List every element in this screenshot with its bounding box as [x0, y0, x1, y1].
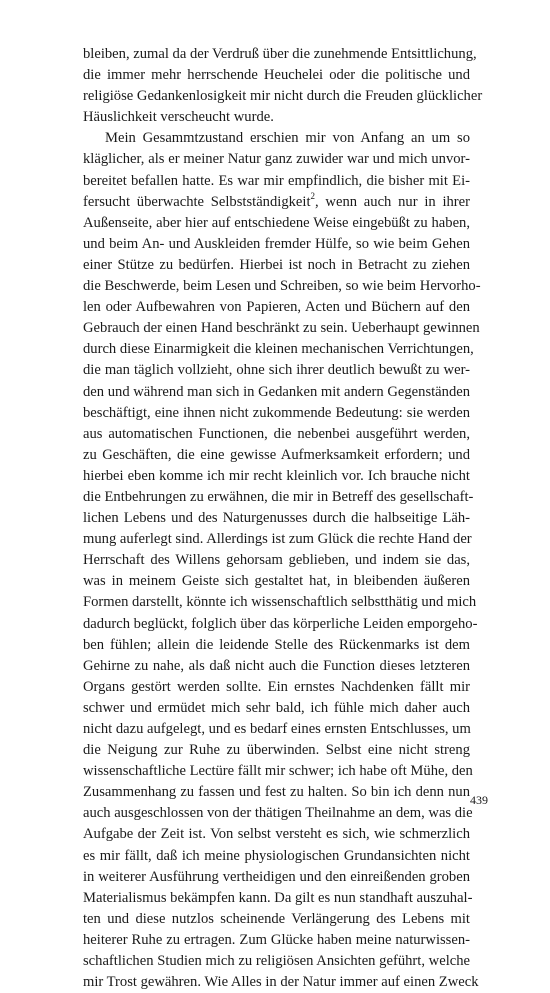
text-line: aus automatischen Functionen, die nebenbei ausgeführt werden, — [83, 425, 470, 442]
text-line: Zusammenhang zu fassen und fest zu halten. So bin ich denn nun — [83, 784, 470, 801]
text-line: religiöse Gedankenlosigkeit mir nicht durch die Freuden glücklicher — [83, 88, 483, 105]
text-line: was in meinem Geiste sich gestaltet hat, in bleibenden äußeren — [83, 573, 470, 590]
text-line: wissenschaftliche Lectüre fällt mir schwer; ich habe oft Mühe, den — [83, 763, 473, 780]
text-line: hierbei eben komme ich mir recht kleinlich vor. Ich brauche nicht — [83, 467, 470, 484]
text-line: auch ausgeschlossen von der thätigen Theilnahme an dem, was die — [83, 805, 473, 822]
text-line: Mein Gesammtzustand erschien mir von Anfang an um so — [105, 130, 470, 147]
text-line: durch diese Einarmigkeit die kleinen mechanischen Verrichtungen, — [83, 341, 474, 358]
text-line: und beim An- und Auskleiden fremder Hülfe, so wie beim Gehen — [83, 235, 470, 252]
text-line: Aufgabe der Zeit ist. Von selbst versteht es sich, wie schmerzlich — [83, 826, 470, 843]
text-line: Herrschaft des Willens gehorsam geblieben, und indem sie das, — [83, 552, 470, 569]
text-line: es mir fällt, daß ich meine physiologischen Grundansichten nicht — [83, 847, 470, 864]
text-line: schaftlichen Studien mich zu religiösen Ansichten geführt, welche — [83, 953, 470, 970]
text-line: schwer und ermüdet mich sehr bald, ich fühle mich daher auch — [83, 699, 470, 716]
text-line: beschäftigt, eine ihnen nicht zukommende Bedeutung: sie werden — [83, 404, 470, 421]
text-line: in weiterer Ausführung vertheidigen und den einreißenden groben — [83, 868, 470, 885]
text-line: dadurch beglückt, folglich über das körperliche Leiden emporgeho- — [83, 615, 478, 632]
text-line: heiterer Ruhe zu ertragen. Zum Glücke haben meine naturwissen- — [83, 931, 470, 948]
text-line: bleiben, zumal da der Verdruß über die zunehmende Entsittlichung, — [83, 46, 477, 62]
text-line: die man täglich vollzieht, ohne sich ihrer deutlich bewußt zu wer- — [83, 362, 470, 379]
text-line: len oder Aufbewahren von Papieren, Acten und Büchern auf den — [83, 299, 470, 316]
text-fragment: , wenn auch nur in ihrer — [315, 193, 470, 210]
text-line: kläglicher, als er meiner Natur ganz zuwider war und mich unvor- — [83, 151, 470, 168]
text-line: die Entbehrungen zu erwähnen, die mir in Betreff des gesellschaft- — [83, 488, 474, 505]
footnote-marker: 2 — [310, 190, 316, 201]
text-line: Häuslichkeit verscheucht wurde. — [83, 109, 274, 126]
text-line: Gebrauch der einen Hand beschränkt zu sein. Ueberhaupt gewinnen — [83, 320, 480, 337]
text-line: den und während man sich in Gedanken mit andern Gegenständen — [83, 383, 471, 400]
text-line-with-footnote — [83, 192, 470, 213]
text-line: Formen darstellt, könnte ich wissenschaftlich selbstthätig und mich — [83, 594, 477, 611]
text-line: die Neigung zur Ruhe zu überwinden. Selbst eine nicht streng — [83, 742, 470, 759]
text-line: mir Trost gewähren. Wie Alles in der Natur immer auf einen Zweck — [83, 974, 479, 991]
text-line: die Beschwerde, beim Lesen und Schreiben, so wie beim Hervorho- — [83, 278, 481, 295]
text-line: zu Geschäften, die eine gewisse Aufmerksamkeit erfordern; und — [83, 446, 470, 463]
text-line: ben fühlen; allein die leidende Stelle des Rückenmarks ist dem — [83, 636, 470, 653]
page-number: 439 — [470, 793, 488, 807]
text-line: ten und diese nutzlos scheinende Verlängerung des Lebens mit — [83, 910, 470, 927]
text-line: Organs gestört werden sollte. Ein ernstes Nachdenken fällt mir — [83, 678, 470, 695]
text-fragment: fersucht überwachte Selbstständigkeit — [83, 193, 311, 210]
text-line: Außenseite, aber hier auf entschiedene Weise eingebüßt zu haben, — [83, 214, 470, 231]
text-line: Gehirne zu nahe, als daß nicht auch die Function dieses letzteren — [83, 657, 470, 674]
text-line: mung auferlegt sind. Allerdings ist zum Glück die rechte Hand der — [83, 531, 472, 548]
text-line: die immer mehr herrschende Heuchelei oder die politische und — [83, 67, 470, 84]
text-line: Materialismus bekämpfen kann. Da gilt es nun standhaft auszuhal- — [83, 889, 473, 906]
text-line: lichen Lebens und des Naturgenusses durch die halbseitige Läh- — [83, 510, 470, 527]
text-line: bereitet befallen hatte. Es war mir empfindlich, die bisher mit Ei- — [83, 172, 470, 189]
text-line: einer Stütze zu bedürfen. Hierbei ist noch in Betracht zu ziehen — [83, 256, 470, 273]
text-line: nicht dazu aufgelegt, und es bedarf eines ernsten Entschlusses, um — [83, 721, 471, 737]
